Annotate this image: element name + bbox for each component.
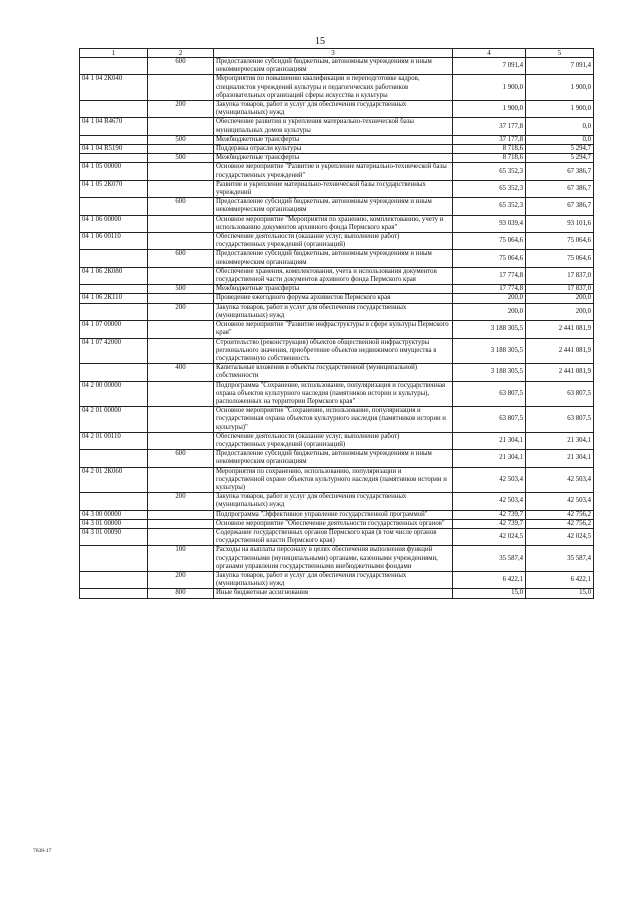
amount-year2-cell: 0,0	[526, 135, 594, 144]
table-row	[80, 432, 594, 449]
amount-year1-cell: 15,0	[453, 589, 526, 598]
header-col-4: 4	[453, 49, 526, 58]
classification-code-cell: 04 1 05 00000	[80, 163, 148, 180]
description-cell: Предоставление субсидий бюджетным, автономным учреждениям и иным некоммерческим организациям	[214, 198, 453, 215]
amount-year1-cell: 65 352,3	[453, 180, 526, 197]
description-cell: Обеспечение деятельности (оказание услуг, выполнение работ) государственных учреждений (организаций)	[214, 233, 453, 250]
expense-type-cell: 500	[148, 135, 214, 144]
description-cell: Предоставление субсидий бюджетным, автономным учреждениям и иным некоммерческим организациям	[214, 58, 453, 75]
description-cell: Предоставление субсидий бюджетным, автономным учреждениям и иным некоммерческим организациям	[214, 450, 453, 467]
expense-type-cell: 600	[148, 58, 214, 75]
classification-code-cell: 04 1 04 R5190	[80, 145, 148, 154]
amount-year1-cell: 17 774,8	[453, 267, 526, 284]
expense-type-cell	[148, 338, 214, 364]
amount-year2-cell: 2 441 081,9	[526, 338, 594, 364]
classification-code-cell: 04 1 06 2К080	[80, 267, 148, 284]
description-cell: Основное мероприятие "Развитие и укрепление материально-технической базы государственных учреждений"	[214, 163, 453, 180]
amount-year2-cell: 42 756,2	[526, 510, 594, 519]
amount-year2-cell: 200,0	[526, 303, 594, 320]
amount-year2-cell: 7 091,4	[526, 58, 594, 75]
amount-year1-cell: 75 064,6	[453, 233, 526, 250]
expense-type-cell	[148, 528, 214, 545]
amount-year2-cell: 2 441 081,9	[526, 321, 594, 338]
expense-type-cell: 600	[148, 250, 214, 267]
description-cell: Мероприятия по повышению квалификации и переподготовке кадров, специалистов учреждений культуры и педагогических работников образовательных организаций сферы искусства и культуры	[214, 75, 453, 101]
description-cell: Обеспечение хранения, комплектования, учета и использования документов государственной части документов архивного фонда Пермского края	[214, 267, 453, 284]
amount-year2-cell: 67 386,7	[526, 180, 594, 197]
table-row	[80, 303, 594, 320]
expense-type-cell	[148, 432, 214, 449]
description-cell: Межбюджетные трансферты	[214, 154, 453, 163]
amount-year2-cell: 5 294,7	[526, 145, 594, 154]
amount-year2-cell: 1 900,0	[526, 101, 594, 118]
amount-year1-cell: 6 422,1	[453, 571, 526, 588]
table-row	[80, 250, 594, 267]
expense-type-cell	[148, 510, 214, 519]
description-cell: Иные бюджетные ассигнования	[214, 589, 453, 598]
amount-year1-cell: 42 503,4	[453, 467, 526, 493]
table-row	[80, 215, 594, 232]
amount-year1-cell: 3 188 305,5	[453, 338, 526, 364]
amount-year1-cell: 21 304,1	[453, 432, 526, 449]
expense-type-cell: 100	[148, 546, 214, 572]
classification-code-cell	[80, 546, 148, 572]
table-row	[80, 589, 594, 598]
amount-year1-cell: 8 718,6	[453, 145, 526, 154]
classification-code-cell	[80, 571, 148, 588]
amount-year1-cell: 75 064,6	[453, 250, 526, 267]
amount-year2-cell: 200,0	[526, 294, 594, 303]
amount-year2-cell: 75 064,6	[526, 233, 594, 250]
amount-year2-cell: 17 837,0	[526, 285, 594, 294]
amount-year2-cell: 17 837,0	[526, 267, 594, 284]
classification-code-cell: 04 3 00 00000	[80, 510, 148, 519]
classification-code-cell	[80, 493, 148, 510]
amount-year2-cell: 42 756,2	[526, 519, 594, 528]
description-cell: Основное мероприятие "Обеспечение деятельности государственных органов"	[214, 519, 453, 528]
description-cell: Закупка товаров, работ и услуг для обеспечения государственных (муниципальных) нужд	[214, 303, 453, 320]
amount-year2-cell: 42 503,4	[526, 493, 594, 510]
classification-code-cell: 04 1 06 00110	[80, 233, 148, 250]
amount-year2-cell: 0,0	[526, 118, 594, 135]
classification-code-cell: 04 3 01 00000	[80, 519, 148, 528]
amount-year1-cell: 8 718,6	[453, 154, 526, 163]
description-cell: Строительство (реконструкция) объектов общественной инфраструктуры регионального значения, приобретение объектов недвижимого имущества в государственную собственность	[214, 338, 453, 364]
expense-type-cell	[148, 321, 214, 338]
amount-year2-cell: 42 503,4	[526, 467, 594, 493]
table-header-row	[80, 49, 594, 58]
amount-year2-cell: 15,0	[526, 589, 594, 598]
description-cell: Проведение ежегодного форума архивистов Пермского края	[214, 294, 453, 303]
amount-year2-cell: 1 900,0	[526, 75, 594, 101]
classification-code-cell: 04 2 01 00110	[80, 432, 148, 449]
expense-type-cell: 400	[148, 364, 214, 381]
table-row	[80, 75, 594, 101]
amount-year1-cell: 35 587,4	[453, 546, 526, 572]
amount-year1-cell: 42 739,7	[453, 510, 526, 519]
description-cell: Закупка товаров, работ и услуг для обеспечения государственных (муниципальных) нужд	[214, 493, 453, 510]
amount-year2-cell: 42 024,5	[526, 528, 594, 545]
classification-code-cell	[80, 58, 148, 75]
table-row	[80, 180, 594, 197]
table-row	[80, 233, 594, 250]
document-code: 7638-17	[33, 848, 52, 854]
expense-type-cell	[148, 267, 214, 284]
amount-year1-cell: 42 024,5	[453, 528, 526, 545]
expense-type-cell: 600	[148, 198, 214, 215]
table-row	[80, 163, 594, 180]
classification-code-cell	[80, 101, 148, 118]
table-row	[80, 467, 594, 493]
description-cell: Основное мероприятие "Сохранение, использование, популяризация и государственная охрана объектов культурного наследия (памятников истории и культуры)"	[214, 407, 453, 433]
description-cell: Поддержка отрасли культуры	[214, 145, 453, 154]
expense-type-cell	[148, 519, 214, 528]
description-cell: Подпрограмма "Эффективное управление государственной программой"	[214, 510, 453, 519]
expense-type-cell: 600	[148, 450, 214, 467]
expense-type-cell	[148, 118, 214, 135]
description-cell: Обеспечение развития и укрепления материально-технической базы муниципальных домов культуры	[214, 118, 453, 135]
amount-year2-cell: 93 101,6	[526, 215, 594, 232]
classification-code-cell: 04 1 06 2К110	[80, 294, 148, 303]
expense-type-cell: 500	[148, 154, 214, 163]
amount-year1-cell: 63 807,5	[453, 381, 526, 407]
classification-code-cell	[80, 285, 148, 294]
description-cell: Обеспечение деятельности (оказание услуг, выполнение работ) государственных учреждений (организаций)	[214, 432, 453, 449]
classification-code-cell: 04 1 06 00000	[80, 215, 148, 232]
amount-year2-cell: 67 386,7	[526, 198, 594, 215]
table-row	[80, 407, 594, 433]
header-col-1: 1	[80, 49, 148, 58]
expense-type-cell	[148, 381, 214, 407]
amount-year2-cell: 35 587,4	[526, 546, 594, 572]
amount-year1-cell: 37 177,8	[453, 118, 526, 135]
amount-year1-cell: 37 177,8	[453, 135, 526, 144]
table-row	[80, 519, 594, 528]
amount-year1-cell: 17 774,8	[453, 285, 526, 294]
description-cell: Мероприятия по сохранению, использованию, популяризации и государственной охране объектов культурного наследия (памятников истории и культуры)	[214, 467, 453, 493]
expense-type-cell	[148, 145, 214, 154]
classification-code-cell: 04 3 01 00090	[80, 528, 148, 545]
table-row	[80, 294, 594, 303]
description-cell: Расходы на выплаты персоналу в целях обеспечения выполнения функций государственными (муниципальными) органами, казенными учреждениями, органами управления государственными внебюджетными фондами	[214, 546, 453, 572]
budget-table-body	[80, 49, 594, 599]
amount-year1-cell: 65 352,3	[453, 163, 526, 180]
table-row	[80, 154, 594, 163]
classification-code-cell: 04 1 07 42000	[80, 338, 148, 364]
classification-code-cell	[80, 303, 148, 320]
table-row	[80, 338, 594, 364]
amount-year1-cell: 63 807,5	[453, 407, 526, 433]
amount-year2-cell: 63 807,5	[526, 381, 594, 407]
expense-type-cell	[148, 407, 214, 433]
amount-year2-cell: 21 304,1	[526, 450, 594, 467]
table-row	[80, 135, 594, 144]
classification-code-cell	[80, 589, 148, 598]
table-row	[80, 571, 594, 588]
classification-code-cell	[80, 154, 148, 163]
amount-year1-cell: 65 352,3	[453, 198, 526, 215]
table-row	[80, 118, 594, 135]
header-col-3: 3	[214, 49, 453, 58]
expense-type-cell	[148, 163, 214, 180]
classification-code-cell: 04 1 07 00000	[80, 321, 148, 338]
amount-year2-cell: 75 064,6	[526, 250, 594, 267]
table-row	[80, 285, 594, 294]
expense-type-cell: 200	[148, 303, 214, 320]
budget-table	[79, 48, 594, 599]
classification-code-cell: 04 2 01 00000	[80, 407, 148, 433]
description-cell: Подпрограмма "Сохранение, использование, популяризация и государственная охрана объектов культурного наследия (памятников истории и культуры), расположенных на территории Пермского края"	[214, 381, 453, 407]
expense-type-cell: 500	[148, 285, 214, 294]
expense-type-cell	[148, 215, 214, 232]
header-col-5: 5	[526, 49, 594, 58]
expense-type-cell: 800	[148, 589, 214, 598]
table-row	[80, 510, 594, 519]
table-row	[80, 198, 594, 215]
expense-type-cell: 200	[148, 571, 214, 588]
classification-code-cell	[80, 250, 148, 267]
classification-code-cell	[80, 198, 148, 215]
amount-year2-cell: 21 304,1	[526, 432, 594, 449]
table-row	[80, 321, 594, 338]
description-cell: Содержание государственных органов Пермского края (в том числе органов государственной власти Пермского края)	[214, 528, 453, 545]
description-cell: Капитальные вложения в объекты государственной (муниципальной) собственности	[214, 364, 453, 381]
table-row	[80, 364, 594, 381]
amount-year1-cell: 200,0	[453, 303, 526, 320]
table-row	[80, 450, 594, 467]
page-number: 15	[315, 36, 325, 47]
description-cell: Закупка товаров, работ и услуг для обеспечения государственных (муниципальных) нужд	[214, 101, 453, 118]
description-cell: Развитие и укрепление материально-технической базы государственных учреждений	[214, 180, 453, 197]
amount-year1-cell: 7 091,4	[453, 58, 526, 75]
amount-year1-cell: 93 039,4	[453, 215, 526, 232]
amount-year2-cell: 2 441 081,9	[526, 364, 594, 381]
expense-type-cell: 200	[148, 493, 214, 510]
table-row	[80, 493, 594, 510]
amount-year1-cell: 21 304,1	[453, 450, 526, 467]
description-cell: Основное мероприятие "Развитие инфраструктуры в сфере культуры Пермского края"	[214, 321, 453, 338]
classification-code-cell	[80, 450, 148, 467]
expense-type-cell	[148, 180, 214, 197]
amount-year1-cell: 3 188 305,5	[453, 321, 526, 338]
expense-type-cell	[148, 233, 214, 250]
description-cell: Закупка товаров, работ и услуг для обеспечения государственных (муниципальных) нужд	[214, 571, 453, 588]
classification-code-cell: 04 2 00 00000	[80, 381, 148, 407]
expense-type-cell	[148, 294, 214, 303]
expense-type-cell	[148, 467, 214, 493]
table-row	[80, 145, 594, 154]
table-row	[80, 58, 594, 75]
amount-year2-cell: 67 386,7	[526, 163, 594, 180]
description-cell: Предоставление субсидий бюджетным, автономным учреждениям и иным некоммерческим организациям	[214, 250, 453, 267]
amount-year1-cell: 3 188 305,5	[453, 364, 526, 381]
amount-year2-cell: 5 294,7	[526, 154, 594, 163]
classification-code-cell	[80, 364, 148, 381]
table-row	[80, 267, 594, 284]
description-cell: Межбюджетные трансферты	[214, 135, 453, 144]
description-cell: Основное мероприятие "Мероприятия по хранению, комплектованию, учету и использованию документов архивного фонда Пермского края"	[214, 215, 453, 232]
amount-year1-cell: 1 900,0	[453, 75, 526, 101]
classification-code-cell: 04 1 04 R4670	[80, 118, 148, 135]
table-row	[80, 101, 594, 118]
description-cell: Межбюджетные трансферты	[214, 285, 453, 294]
table-row	[80, 546, 594, 572]
amount-year1-cell: 42 503,4	[453, 493, 526, 510]
amount-year2-cell: 6 422,1	[526, 571, 594, 588]
classification-code-cell	[80, 135, 148, 144]
expense-type-cell	[148, 75, 214, 101]
classification-code-cell: 04 2 01 2К060	[80, 467, 148, 493]
classification-code-cell: 04 1 04 2К040	[80, 75, 148, 101]
amount-year1-cell: 200,0	[453, 294, 526, 303]
classification-code-cell: 04 1 05 2К070	[80, 180, 148, 197]
expense-type-cell: 200	[148, 101, 214, 118]
header-col-2: 2	[148, 49, 214, 58]
amount-year1-cell: 1 900,0	[453, 101, 526, 118]
table-row	[80, 528, 594, 545]
table-row	[80, 381, 594, 407]
amount-year2-cell: 63 807,5	[526, 407, 594, 433]
amount-year1-cell: 42 739,7	[453, 519, 526, 528]
